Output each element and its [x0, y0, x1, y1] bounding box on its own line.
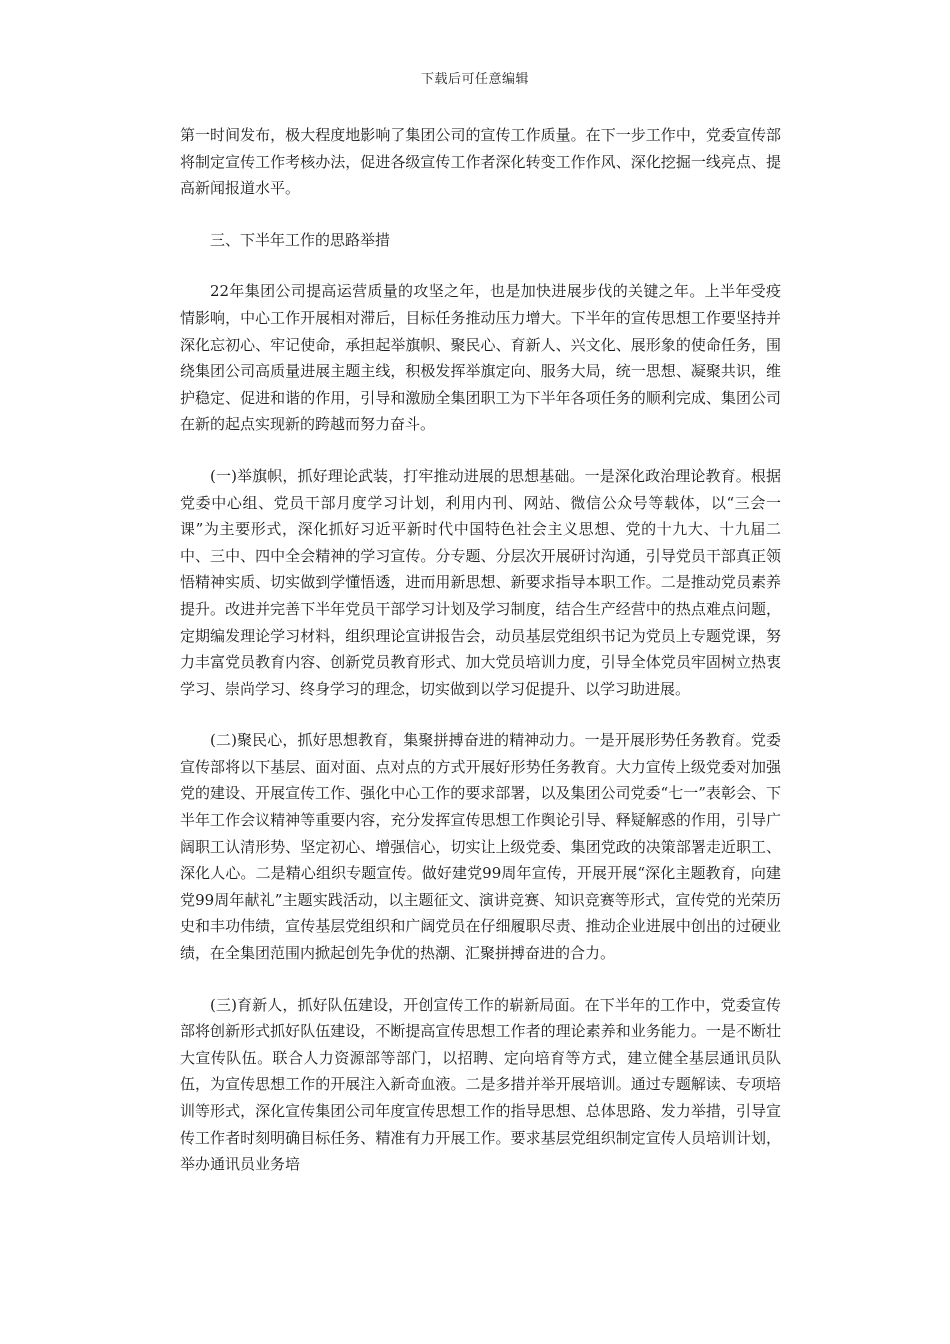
paragraph-intro-continuation: 第一时间发布，极大程度地影响了集团公司的宣传工作质量。在下一步工作中，党委宣传部将制定宣传工作考核办法，促进各级宣传工作者深化转变工作作风、深化挖掘一线亮点、提高新闻报道水平。 [180, 126, 781, 198]
section-heading: 三、下半年工作的思路举措 [210, 230, 391, 249]
download-edit-note: 下载后可任意编辑 [420, 72, 529, 87]
paragraph-point-3: (三)育新人，抓好队伍建设，开创宣传工作的崭新局面。在下半年的工作中，党委宣传部将创新形式抓好队伍建设，不断提高宣传思想工作者的理论素养和业务能力。一是不断壮大宣传队伍。联合人力资源部等部门，以招聘、定向培育等方式，建立健全基层通讯员队伍，为宣传思想工作的开展注入新奇血液。二是多措并举开展培训。通过专题解读、专项培训等形式，深化宣传集团公司年度宣传思想工作的指导思想、总体思路、发力举措，引导宣传工作者时刻明确目标任务、精准有力开展工作。要求基层党组织制定宣传人员培训计划，举办通讯员业务培 [180, 995, 781, 1174]
paragraph-point-1: (一)举旗帜，抓好理论武装，打牢推动进展的思想基础。一是深化政治理论教育。根据党委中心组、党员干部月度学习计划，利用内刊、网站、微信公众号等载体，以“三会一课”为主要形式，深化抓好习近平新时代中国特色社会主义思想、党的十九大、十九届二中、三中、四中全会精神的学习宣传。分专题、分层次开展研讨沟通，引导党员干部真正领悟精神实质、切实做到学懂悟透，进而用新思想、新要求指导本职工作。二是推动党员素养提升。改进并完善下半年党员干部学习计划及学习制度，结合生产经营中的热点难点问题，定期编发理论学习材料，组织理论宣讲报告会，动员基层党组织书记为党员上专题党课，努力丰富党员教育内容、创新党员教育形式、加大党员培训力度，引导全体党员牢固树立热衷学习、崇尚学习、终身学习的理念，切实做到以学习促提升、以学习助进展。 [180, 466, 781, 698]
document-body [180, 122, 781, 1178]
paragraph-point-2: (二)聚民心，抓好思想教育，集聚拼搏奋进的精神动力。一是开展形势任务教育。党委宣传部将以下基层、面对面、点对点的方式开展好形势任务教育。大力宣传上级党委对加强党的建设、开展宣传工作、强化中心工作的要求部署，以及集团公司党委“七一”表彰会、下半年工作会议精神等重要内容，充分发挥宣传思想工作舆论引导、释疑解惑的作用，引导广阔职工认清形势、坚定初心、增强信心，切实让上级党委、集团党政的决策部署走近职工、深化人心。二是精心组织专题宣传。做好建党99周年宣传，开展开展“深化主题教育，向建党99周年献礼”主题实践活动，以主题征文、演讲竞赛、知识竞赛等形式，宣传党的光荣历史和丰功伟绩，宣传基层党组织和广阔党员在仔细履职尽责、推动企业进展中创出的过硬业绩，在全集团范围内掀起创先争优的热潮、汇聚拼搏奋进的合力。 [180, 731, 781, 963]
paragraph-overview: 22年集团公司提高运营质量的攻坚之年，也是加快进展步伐的关键之年。上半年受疫情影响，中心工作开展相对滞后，目标任务推动压力增大。下半年的宣传思想工作要坚持并深化忘初心、牢记使命，承担起举旗帜、聚民心、育新人、兴文化、展形象的使命任务，围绕集团公司高质量进展主题主线，积极发挥举旗定向、服务大局，统一思想、凝聚共识，维护稳定、促进和谐的作用，引导和激励全集团职工为下半年各项任务的顺利完成、集团公司在新的起点实现新的跨越而努力奋斗。 [180, 282, 781, 434]
